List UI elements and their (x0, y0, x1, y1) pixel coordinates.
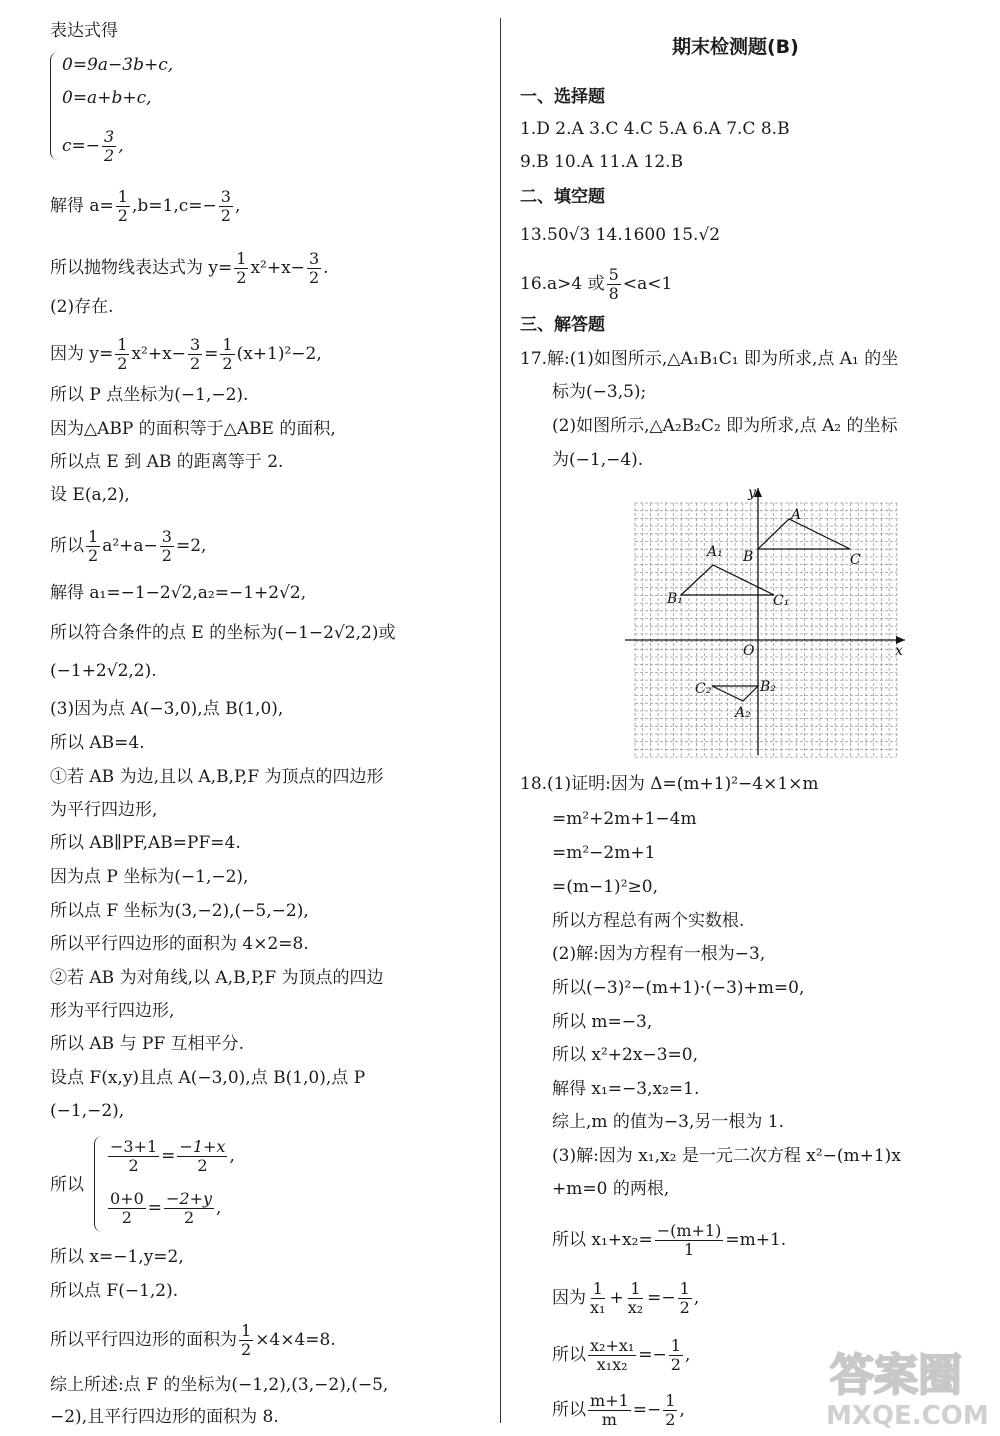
section-heading: 三、解答题 (520, 315, 605, 335)
area-line: 所以平行四边形的面积为 $\frac{1}{2}$ ×4×4=8. (50, 1321, 336, 1359)
text-line: 所以平行四边形的面积为 4×2=8. (50, 934, 309, 954)
text-line: 解得 a₁=−1−2√2,a₂=−1+2√2, (50, 583, 307, 603)
text-line: (2)如图所示,△A₂B₂C₂ 即为所求,点 A₂ 的坐标 (552, 416, 898, 436)
origin-label: O (743, 643, 755, 659)
page-title: 期末检测题(B) (672, 36, 799, 58)
text-line: 设点 F(x,y)且点 A(−3,0),点 B(1,0),点 P (50, 1068, 366, 1088)
text-line: (3)解:因为 x₁,x₂ 是一元二次方程 x²−(m+1)x (552, 1146, 901, 1166)
vertex-line: 因为 y= $\frac{1}{2}$ x²+x− $\frac{3}{2}$ = $\frac{1}{2}$ (x+1)²−2, (50, 335, 322, 373)
text-line: 18.(1)证明:因为 Δ=(m+1)²−4×1×m (520, 774, 819, 794)
text-line: 为(−1,−4). (552, 450, 644, 470)
text-line: 综上,m 的值为−3,另一根为 1. (552, 1112, 785, 1132)
fraction: $\frac{3}{2}$ (104, 127, 115, 165)
point-label-a: A (791, 507, 802, 523)
answer-row: 1.D 2.A 3.C 4.C 5.A 6.A 7.C 8.B (520, 119, 790, 139)
text-line: 所以 P 点坐标为(−1,−2). (50, 385, 249, 405)
text-line: 所以点 E 到 AB 的距离等于 2. (50, 452, 284, 472)
text-line: −2),且平行四边形的面积为 8. (50, 1407, 279, 1427)
text-line: 为平行四边形, (50, 800, 158, 820)
text-line: (−1,−2), (50, 1101, 125, 1121)
coordinate-grid-figure (625, 485, 910, 760)
text-line: 因为点 P 坐标为(−1,−2), (50, 867, 249, 887)
parabola-line: 所以抛物线表达式为 y= $\frac{1}{2}$ x²+x− $\frac{3}{2}$ . (50, 249, 329, 287)
point-label-b2: B₂ (760, 679, 776, 695)
text-line: 形为平行四边形, (50, 1001, 175, 1021)
text-line: 所以 x²+2x−3=0, (552, 1045, 698, 1065)
text-line: 所以 x=−1,y=2, (50, 1247, 184, 1267)
text-line: 因为△ABP 的面积等于△ABE 的面积, (50, 419, 336, 439)
solve-line: 解得 a= $\frac{1}{2}$ ,b=1,c=− $\frac{3}{2}$ , (50, 187, 241, 225)
reciprocal-line: 所以 $\frac{\text{x₂+x₁}}{\text{x₁x₂}}$ =− $\frac{1}{2}$ , (552, 1336, 691, 1374)
point-label-c1: C₁ (773, 593, 790, 609)
text-line: 所以 AB∥PF,AB=PF=4. (50, 833, 241, 853)
y-axis-label: y (748, 485, 756, 501)
point-label-a2: A₂ (735, 705, 751, 721)
text-line: 所以方程总有两个实数根. (552, 911, 745, 931)
system-eq: $\frac{0+0}{2}$ = $\frac{-2+y}{2}$ , (110, 1189, 222, 1227)
equation-line: 0=9a−3b+c, (62, 55, 174, 75)
area-eq-line: 所以 $\frac{1}{2}$ a²+a− $\frac{3}{2}$ =2, (50, 527, 207, 565)
point-label-c2: C₂ (695, 681, 712, 697)
system-eq: $\frac{-3+1}{2}$ = $\frac{-1+x}{2}$ , (110, 1137, 235, 1175)
fill-row: 13.50√3 14.1600 15.√2 (520, 225, 721, 245)
watermark-text-top: 答案圈 (830, 1350, 962, 1401)
equation-line: 0=a+b+c, (62, 88, 152, 108)
system-brace (94, 1136, 103, 1232)
answer-row: 9.B 10.A 11.A 12.B (520, 152, 684, 172)
system-brace (50, 52, 59, 160)
text-line: 所以 AB 与 PF 互相平分. (50, 1034, 245, 1054)
text-line: =(m−1)²≥0, (552, 877, 658, 897)
text-line: 所以 AB=4. (50, 733, 145, 753)
text-line: 综上所述:点 F 的坐标为(−1,2),(3,−2),(−5, (50, 1375, 389, 1395)
text-line: 标为(−3,5); (552, 382, 647, 402)
text-line: =m²+2m+1−4m (552, 809, 697, 829)
text-line: ①若 AB 为边,且以 A,B,P,F 为顶点的四边形 (50, 767, 384, 787)
point-label-b: B (743, 549, 754, 565)
text-line: ②若 AB 为对角线,以 A,B,P,F 为顶点的四边 (50, 968, 384, 988)
text-line: 设 E(a,2), (50, 485, 130, 505)
text-line: 所以点 F(−1,2). (50, 1281, 179, 1301)
equation-line: c=− $\frac{3}{2}$ , (62, 127, 124, 165)
text-line: 所以符合条件的点 E 的坐标为(−1−2√2,2)或 (50, 623, 396, 643)
watermark-text-bottom: MXQE.COM (826, 1401, 989, 1430)
text-line: 17.解:(1)如图所示,△A₁B₁C₁ 即为所求,点 A₁ 的坐 (520, 349, 899, 369)
text-line: (3)因为点 A(−3,0),点 B(1,0), (50, 699, 284, 719)
text-line: +m=0 的两根, (552, 1179, 670, 1199)
fill-row: 16.a>4 或 $\frac{5}{8}$ <a<1 (520, 265, 673, 303)
point-label-c: C (850, 552, 861, 568)
column-divider (500, 18, 501, 1423)
section-heading: 二、填空题 (520, 187, 605, 207)
text-line: 所以 (50, 1175, 84, 1195)
point-label-a1: A₁ (707, 544, 723, 560)
text-line: 所以 m=−3, (552, 1012, 653, 1032)
section-heading: 一、选择题 (520, 87, 605, 107)
reciprocal-line: 因为 $\frac{1}{\text{x₁}}$ + $\frac{1}{\text{x₂}}$ =− $\frac{1}{2}$ , (552, 1279, 700, 1317)
text-line: (2)存在. (50, 297, 114, 317)
text-line: (−1+2√2,2). (50, 661, 157, 681)
sum-line: 所以 x₁+x₂= $\frac{-(m+1)}{1}$ =m+1. (552, 1221, 787, 1259)
watermark-logo (820, 1340, 995, 1430)
x-axis-label: x (895, 643, 903, 659)
point-label-b1: B₁ (667, 591, 683, 607)
text-line: =m²−2m+1 (552, 843, 656, 863)
text-line: 解得 x₁=−3,x₂=1. (552, 1079, 700, 1099)
text-line: 所以(−3)²−(m+1)·(−3)+m=0, (552, 978, 805, 998)
text-line: 表达式得 (50, 21, 118, 41)
text-line: 所以点 F 坐标为(3,−2),(−5,−2), (50, 901, 309, 921)
text-line: (2)解:因为方程有一根为−3, (552, 944, 766, 964)
reciprocal-line: 所以 $\frac{m+1}{m}$ =− $\frac{1}{2}$ , (552, 1391, 685, 1429)
